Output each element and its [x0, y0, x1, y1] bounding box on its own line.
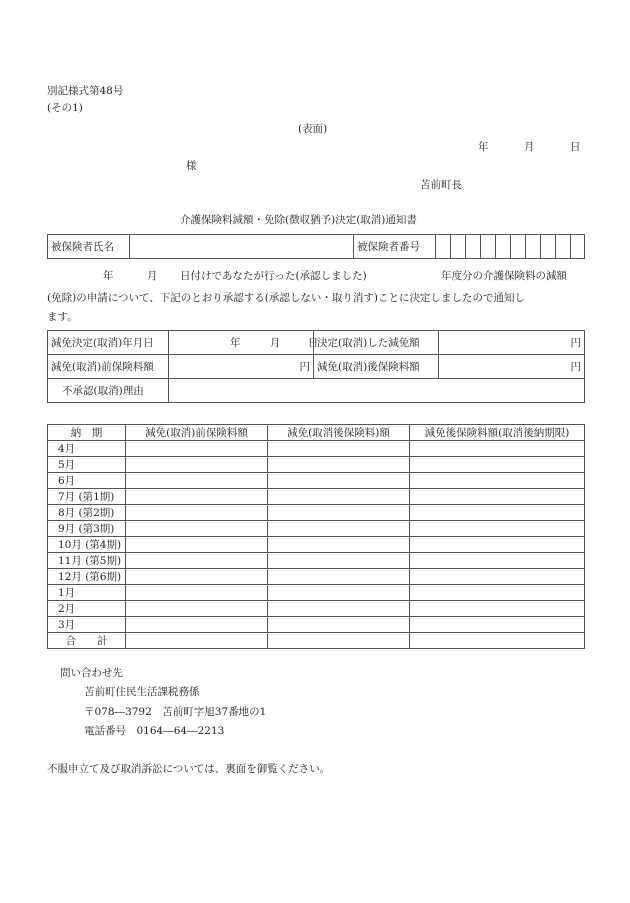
issuer-name: 苫前町長 — [420, 179, 462, 191]
amount-cell[interactable] — [126, 473, 268, 489]
date-month-label: 月 — [524, 141, 535, 153]
period-label: 1月 — [48, 585, 126, 601]
amount-cell[interactable] — [410, 521, 585, 537]
amount-cell[interactable] — [126, 601, 268, 617]
table-row — [48, 457, 585, 473]
decision-date-field[interactable] — [169, 331, 319, 355]
appeal-note: 不服申立て及び取消訴訟については、裏面を御覧ください。 — [47, 763, 331, 775]
side-label: (表面) — [298, 123, 328, 135]
document-title: 介護保険料減額・免除(徴収猶予)決定(取消)通知書 — [180, 214, 417, 226]
reason-label: 不承認(取消)理由 — [48, 379, 169, 403]
table-row — [48, 473, 585, 489]
decision-date-day: 日 — [307, 337, 319, 349]
period-label: 9月 (第3期) — [48, 521, 126, 537]
period-label: 8月 (第2期) — [48, 505, 126, 521]
amount-cell[interactable] — [410, 457, 585, 473]
body-line1-end: 年度分の介護保険料の減額 — [441, 270, 567, 282]
amount-cell[interactable] — [410, 633, 585, 649]
amount-cell[interactable] — [268, 489, 410, 505]
yen-unit: 円 — [570, 337, 581, 349]
amount-cell[interactable] — [268, 601, 410, 617]
amount-cell[interactable] — [126, 585, 268, 601]
after-premium-field[interactable] — [439, 355, 585, 379]
amount-cell[interactable] — [268, 585, 410, 601]
decision-amount-field[interactable] — [439, 331, 585, 355]
amount-cell[interactable] — [268, 441, 410, 457]
reason-field[interactable] — [169, 379, 585, 403]
total-label: 合 計 — [48, 633, 126, 649]
table-row — [48, 601, 585, 617]
schedule-table — [47, 424, 585, 649]
body-month: 月 — [147, 270, 158, 282]
schedule-header-cell: 納 期 — [48, 425, 126, 441]
amount-cell[interactable] — [410, 601, 585, 617]
amount-cell[interactable] — [126, 569, 268, 585]
amount-cell[interactable] — [268, 505, 410, 521]
period-label: 2月 — [48, 601, 126, 617]
table-row — [48, 441, 585, 457]
decision-date-year: 年 — [230, 337, 241, 349]
amount-cell[interactable] — [410, 489, 585, 505]
insured-number-digit[interactable] — [526, 235, 541, 259]
contact-address: 〒078―3792 苫前町字旭37番地の1 — [84, 706, 267, 718]
form-sub-number: (その1) — [47, 102, 83, 114]
decision-date-month: 月 — [269, 337, 281, 349]
amount-cell[interactable] — [126, 617, 268, 633]
before-premium-field[interactable] — [169, 355, 314, 379]
body-line3: ます。 — [47, 311, 78, 323]
insured-name-label: 被保険者氏名 — [48, 235, 130, 259]
amount-cell[interactable] — [268, 521, 410, 537]
amount-cell[interactable] — [268, 617, 410, 633]
insured-table — [47, 234, 585, 259]
amount-cell[interactable] — [410, 569, 585, 585]
amount-cell[interactable] — [410, 617, 585, 633]
period-label: 5月 — [48, 457, 126, 473]
insured-number-digit[interactable] — [436, 235, 451, 259]
amount-cell[interactable] — [268, 569, 410, 585]
insured-number-digit[interactable] — [481, 235, 496, 259]
amount-cell[interactable] — [410, 505, 585, 521]
schedule-header-cell: 減免(取消)前保険料額 — [126, 425, 268, 441]
table-row — [48, 521, 585, 537]
body-line1-mid: 日付けであなたが行った(承認しました) — [180, 270, 367, 282]
form-number: 別記様式第48号 — [47, 85, 124, 97]
schedule-header-cell: 減免後保険料額(取消後納期限) — [410, 425, 585, 441]
period-label: 12月 (第6期) — [48, 569, 126, 585]
total-row — [48, 633, 585, 649]
after-premium-label: 減免(取消)後保険料額 — [314, 355, 439, 379]
contact-office: 苫前町住民生活課税務係 — [84, 686, 200, 698]
body-line2: (免除)の申請について、下記のとおり承認する(承認しない・取り消す)ことに決定しましたので通知し — [47, 292, 525, 304]
table-row — [48, 569, 585, 585]
schedule-header-row — [48, 425, 585, 441]
amount-cell[interactable] — [268, 553, 410, 569]
amount-cell[interactable] — [126, 633, 268, 649]
amount-cell[interactable] — [268, 473, 410, 489]
amount-cell[interactable] — [126, 441, 268, 457]
period-label: 4月 — [48, 441, 126, 457]
amount-cell[interactable] — [126, 521, 268, 537]
insured-number-digit[interactable] — [466, 235, 481, 259]
decision-date-label: 減免決定(取消)年月日 — [48, 331, 169, 355]
amount-cell[interactable] — [126, 505, 268, 521]
amount-cell[interactable] — [268, 457, 410, 473]
table-row — [48, 537, 585, 553]
amount-cell[interactable] — [410, 537, 585, 553]
table-row — [48, 585, 585, 601]
amount-cell[interactable] — [410, 553, 585, 569]
insured-number-digit[interactable] — [496, 235, 511, 259]
amount-cell[interactable] — [410, 585, 585, 601]
insured-number-label: 被保険者番号 — [354, 235, 436, 259]
yen-unit: 円 — [570, 361, 581, 373]
amount-cell[interactable] — [126, 489, 268, 505]
date-day-label: 日 — [570, 141, 581, 153]
amount-cell[interactable] — [410, 441, 585, 457]
table-row — [48, 505, 585, 521]
insured-number-digit[interactable] — [556, 235, 571, 259]
amount-cell[interactable] — [126, 553, 268, 569]
table-row — [48, 553, 585, 569]
period-label: 7月 (第1期) — [48, 489, 126, 505]
insured-number-digit[interactable] — [571, 235, 585, 259]
yen-unit: 円 — [299, 361, 310, 373]
period-label: 11月 (第5期) — [48, 553, 126, 569]
date-year-label: 年 — [478, 141, 489, 153]
amount-cell[interactable] — [268, 633, 410, 649]
insured-number-digit[interactable] — [541, 235, 556, 259]
contact-heading: 問い合わせ先 — [60, 667, 123, 679]
decision-table — [47, 330, 585, 403]
amount-cell[interactable] — [410, 473, 585, 489]
recipient-honorific: 様 — [186, 160, 197, 172]
insured-name-field[interactable] — [130, 235, 354, 259]
amount-cell[interactable] — [126, 457, 268, 473]
insured-number-digit[interactable] — [451, 235, 466, 259]
amount-cell[interactable] — [126, 537, 268, 553]
period-label: 10月 (第4期) — [48, 537, 126, 553]
insured-number-digit[interactable] — [511, 235, 526, 259]
period-label: 6月 — [48, 473, 126, 489]
table-row — [48, 489, 585, 505]
decision-amount-label: 決定(取消)した減免額 — [314, 331, 439, 355]
amount-cell[interactable] — [268, 537, 410, 553]
before-premium-label: 減免(取消)前保険料額 — [48, 355, 169, 379]
contact-phone: 電話番号 0164―64―2213 — [84, 725, 225, 737]
body-year: 年 — [103, 270, 114, 282]
table-row — [48, 617, 585, 633]
schedule-header-cell: 減免(取消後保険料)額 — [268, 425, 410, 441]
period-label: 3月 — [48, 617, 126, 633]
